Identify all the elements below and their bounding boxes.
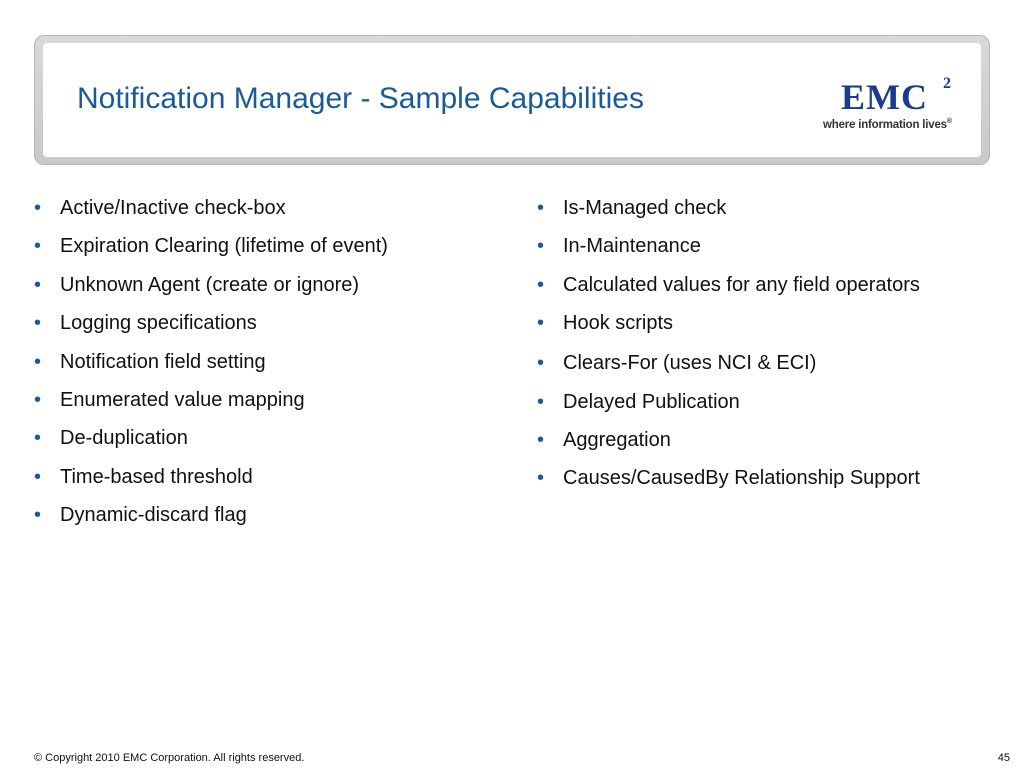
list-item	[34, 347, 504, 377]
bullet-icon: •	[537, 273, 545, 296]
bullet-icon: •	[537, 312, 545, 335]
list-item-text: Dynamic-discard flag	[60, 504, 247, 527]
list-item	[537, 425, 997, 455]
list-item	[537, 193, 997, 223]
page-number: 45	[997, 752, 1010, 764]
logo-tagline	[823, 118, 952, 131]
list-item-text: Active/Inactive check-box	[60, 197, 286, 219]
list-item-text: In-Maintenance	[563, 235, 701, 258]
title-panel	[43, 43, 981, 157]
list-item	[537, 231, 997, 261]
list-item-text: Clears-For (uses NCI & ECI)	[563, 352, 817, 375]
list-item-text: Time-based threshold	[60, 465, 253, 488]
bullet-icon: •	[537, 390, 545, 413]
list-item-text: Enumerated value mapping	[60, 388, 305, 411]
list-item-text: Causes/CausedBy Relationship Support	[563, 467, 920, 490]
list-item	[34, 500, 504, 530]
logo-superscript: 2	[943, 75, 951, 92]
list-item	[537, 387, 997, 417]
list-item-text: Is-Managed check	[563, 197, 727, 219]
list-item-text: De-duplication	[60, 427, 188, 450]
bullet-icon: •	[34, 388, 42, 411]
title-frame	[34, 35, 990, 165]
list-item-text: Expiration Clearing (lifetime of event)	[60, 235, 388, 258]
bullet-icon: •	[34, 504, 42, 527]
list-item	[537, 348, 997, 378]
list-item-text: Logging specifications	[60, 312, 257, 335]
bullet-icon: •	[537, 352, 545, 375]
logo-tagline-text: where information lives	[823, 118, 947, 131]
bullet-icon: •	[537, 428, 545, 451]
bullet-icon: •	[34, 427, 42, 450]
logo-wordmark: EMC	[841, 77, 928, 117]
bullet-icon: •	[34, 312, 42, 335]
right-bullet-list	[537, 193, 997, 502]
list-item-text: Aggregation	[563, 428, 671, 451]
bullet-icon: •	[34, 235, 42, 258]
list-item	[537, 308, 997, 338]
left-bullet-list	[34, 193, 504, 539]
copyright-notice: © Copyright 2010 EMC Corporation. All rights reserved.	[34, 752, 305, 764]
bullet-icon: •	[34, 273, 42, 296]
bullet-icon: •	[34, 465, 42, 488]
list-item	[34, 270, 504, 300]
registered-mark: ®	[946, 118, 952, 125]
bullet-icon: •	[537, 235, 545, 258]
list-item-text: Calculated values for any field operators	[563, 273, 920, 296]
list-item	[537, 463, 997, 493]
bullet-icon: •	[537, 467, 545, 490]
list-item	[34, 423, 504, 453]
bullet-icon: •	[34, 197, 42, 219]
list-item-text: Notification field setting	[60, 350, 266, 373]
list-item	[34, 308, 504, 338]
list-item	[34, 231, 504, 261]
list-item-text: Delayed Publication	[563, 390, 740, 413]
bullet-icon: •	[34, 350, 42, 373]
list-item	[34, 385, 504, 415]
slide-title: Notification Manager - Sample Capabilities	[77, 82, 644, 115]
list-item	[34, 462, 504, 492]
list-item	[537, 270, 997, 300]
list-item	[34, 193, 504, 223]
list-item-text: Hook scripts	[563, 312, 674, 335]
list-item-text: Unknown Agent (create or ignore)	[60, 273, 360, 296]
bullet-icon: •	[537, 197, 545, 219]
emc-logo	[819, 77, 969, 135]
